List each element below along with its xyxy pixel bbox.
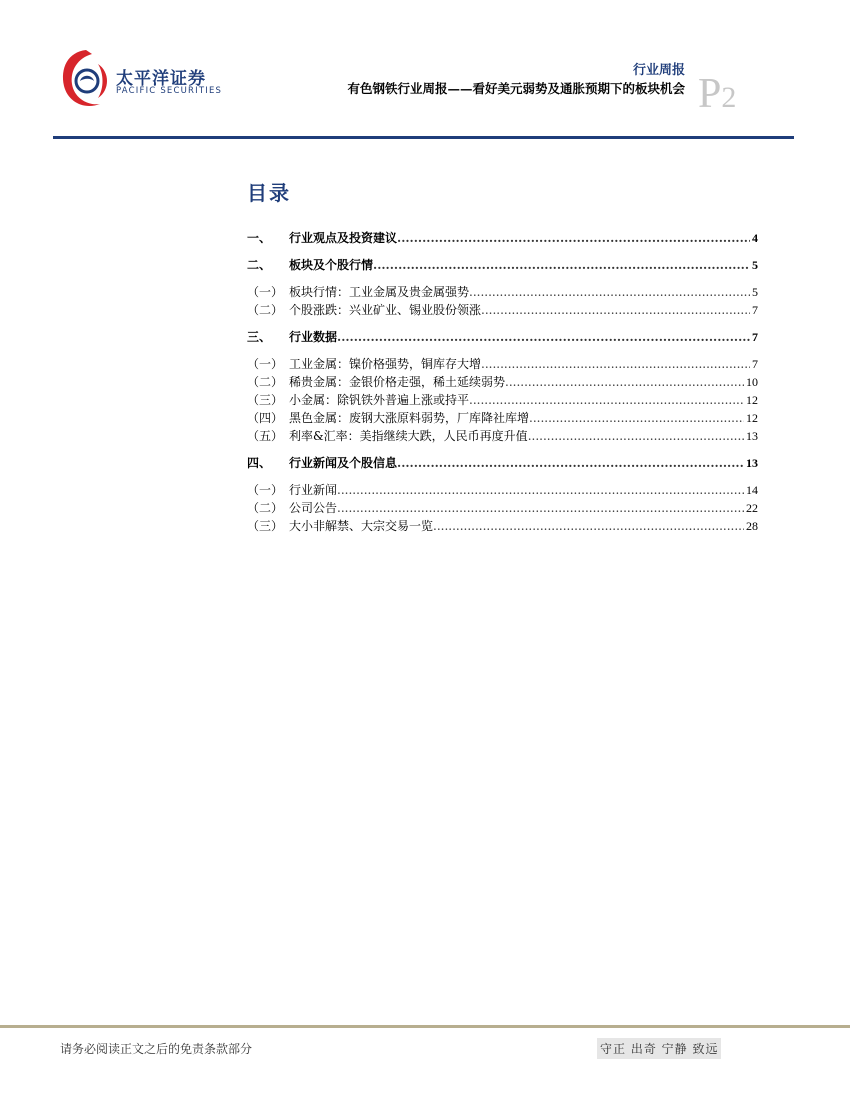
toc-leader (481, 303, 750, 317)
toc-leader (505, 375, 744, 389)
toc-heading: 目录 (247, 181, 291, 205)
toc-section-number: 三、 (247, 330, 272, 344)
toc-leader (469, 285, 750, 299)
toc-item-number: （一） (247, 483, 284, 497)
logo-emblem-icon (58, 44, 114, 116)
toc-item-4-3[interactable] (247, 517, 758, 535)
toc-item-3-1[interactable] (247, 355, 758, 373)
toc-section-2[interactable] (247, 256, 758, 274)
toc-item-title: 大小非解禁、大宗交易一览 (289, 519, 434, 533)
toc-item-4-2[interactable] (247, 499, 758, 517)
toc-page-number: 4 (752, 231, 758, 245)
toc-section-title: 板块及个股行情 (289, 258, 374, 272)
table-of-contents (247, 229, 758, 535)
company-logo (58, 44, 228, 116)
toc-leader (469, 393, 744, 407)
toc-item-3-5[interactable] (247, 427, 758, 445)
toc-item-title: 工业金属：镍价格强势，铜库存大增 (289, 357, 482, 371)
toc-item-title: 黑色金属：废钢大涨原料弱势，厂库降社库增 (289, 411, 530, 425)
toc-item-title: 板块行情：工业金属及贵金属强势 (289, 285, 470, 299)
toc-page-number: 7 (752, 303, 758, 317)
toc-page-number: 10 (746, 375, 758, 389)
toc-section-4[interactable] (247, 454, 758, 472)
toc-page-number: 14 (746, 483, 758, 497)
page-number-mark (698, 70, 736, 118)
toc-item-number: （五） (247, 429, 284, 443)
toc-leader (528, 429, 744, 443)
toc-leader (337, 330, 750, 344)
toc-page-number: 13 (746, 456, 758, 470)
toc-item-number: （二） (247, 375, 284, 389)
toc-item-title: 稀贵金属：金银价格走强，稀土延续弱势 (289, 375, 506, 389)
footer-rule (0, 1025, 850, 1028)
report-type: 行业周报 (632, 63, 685, 78)
toc-item-number: （四） (247, 411, 284, 425)
toc-item-number: （二） (247, 303, 284, 317)
toc-item-title: 利率&汇率：美指继续大跌，人民币再度升值 (289, 429, 528, 443)
toc-leader (433, 519, 744, 533)
toc-page-number: 5 (752, 258, 758, 272)
toc-page-number: 5 (752, 285, 758, 299)
page-number: 2 (721, 81, 737, 114)
toc-page-number: 22 (746, 501, 758, 515)
header-rule (53, 136, 794, 139)
report-title: 有色钢铁行业周报——看好美元弱势及通胀预期下的板块机会 (347, 81, 685, 96)
logo-text-en: PACIFIC SECURITIES (116, 86, 223, 96)
toc-item-title: 小金属：除钒铁外普遍上涨或持平 (289, 393, 470, 407)
toc-leader (337, 483, 744, 497)
toc-page-number: 7 (752, 357, 758, 371)
toc-item-title: 个股涨跌：兴业矿业、锡业股份领涨 (289, 303, 482, 317)
toc-section-title: 行业数据 (289, 330, 338, 344)
toc-item-4-1[interactable] (247, 481, 758, 499)
toc-leader (529, 411, 744, 425)
toc-leader (337, 501, 744, 515)
toc-page-number: 13 (746, 429, 758, 443)
toc-leader (373, 258, 750, 272)
toc-item-3-2[interactable] (247, 373, 758, 391)
toc-section-3[interactable] (247, 328, 758, 346)
toc-section-title: 行业新闻及个股信息 (289, 456, 398, 470)
toc-leader (397, 231, 750, 245)
toc-section-number: 四、 (247, 456, 272, 470)
toc-section-number: 一、 (247, 231, 272, 245)
toc-item-number: （三） (247, 393, 284, 407)
toc-item-number: （一） (247, 357, 284, 371)
toc-item-3-4[interactable] (247, 409, 758, 427)
page-letter: P (698, 71, 722, 117)
logo-text-cn: 太平洋证券 (116, 69, 206, 89)
toc-item-number: （二） (247, 501, 284, 515)
toc-page-number: 12 (746, 393, 758, 407)
toc-item-number: （三） (247, 519, 284, 533)
toc-page-number: 12 (746, 411, 758, 425)
toc-item-3-3[interactable] (247, 391, 758, 409)
toc-page-number: 28 (746, 519, 758, 533)
toc-leader (397, 456, 744, 470)
toc-leader (481, 357, 750, 371)
toc-page-number: 7 (752, 330, 758, 344)
footer-motto: 守正 出奇 宁静 致远 (597, 1038, 721, 1059)
toc-item-title: 行业新闻 (289, 483, 338, 497)
toc-section-title: 行业观点及投资建议 (289, 231, 398, 245)
footer-disclaimer: 请务必阅读正文之后的免责条款部分 (60, 1042, 253, 1056)
toc-section-1[interactable] (247, 229, 758, 247)
toc-item-2-1[interactable] (247, 283, 758, 301)
toc-section-number: 二、 (247, 258, 272, 272)
toc-item-number: （一） (247, 285, 284, 299)
toc-item-2-2[interactable] (247, 301, 758, 319)
toc-item-title: 公司公告 (289, 501, 338, 515)
